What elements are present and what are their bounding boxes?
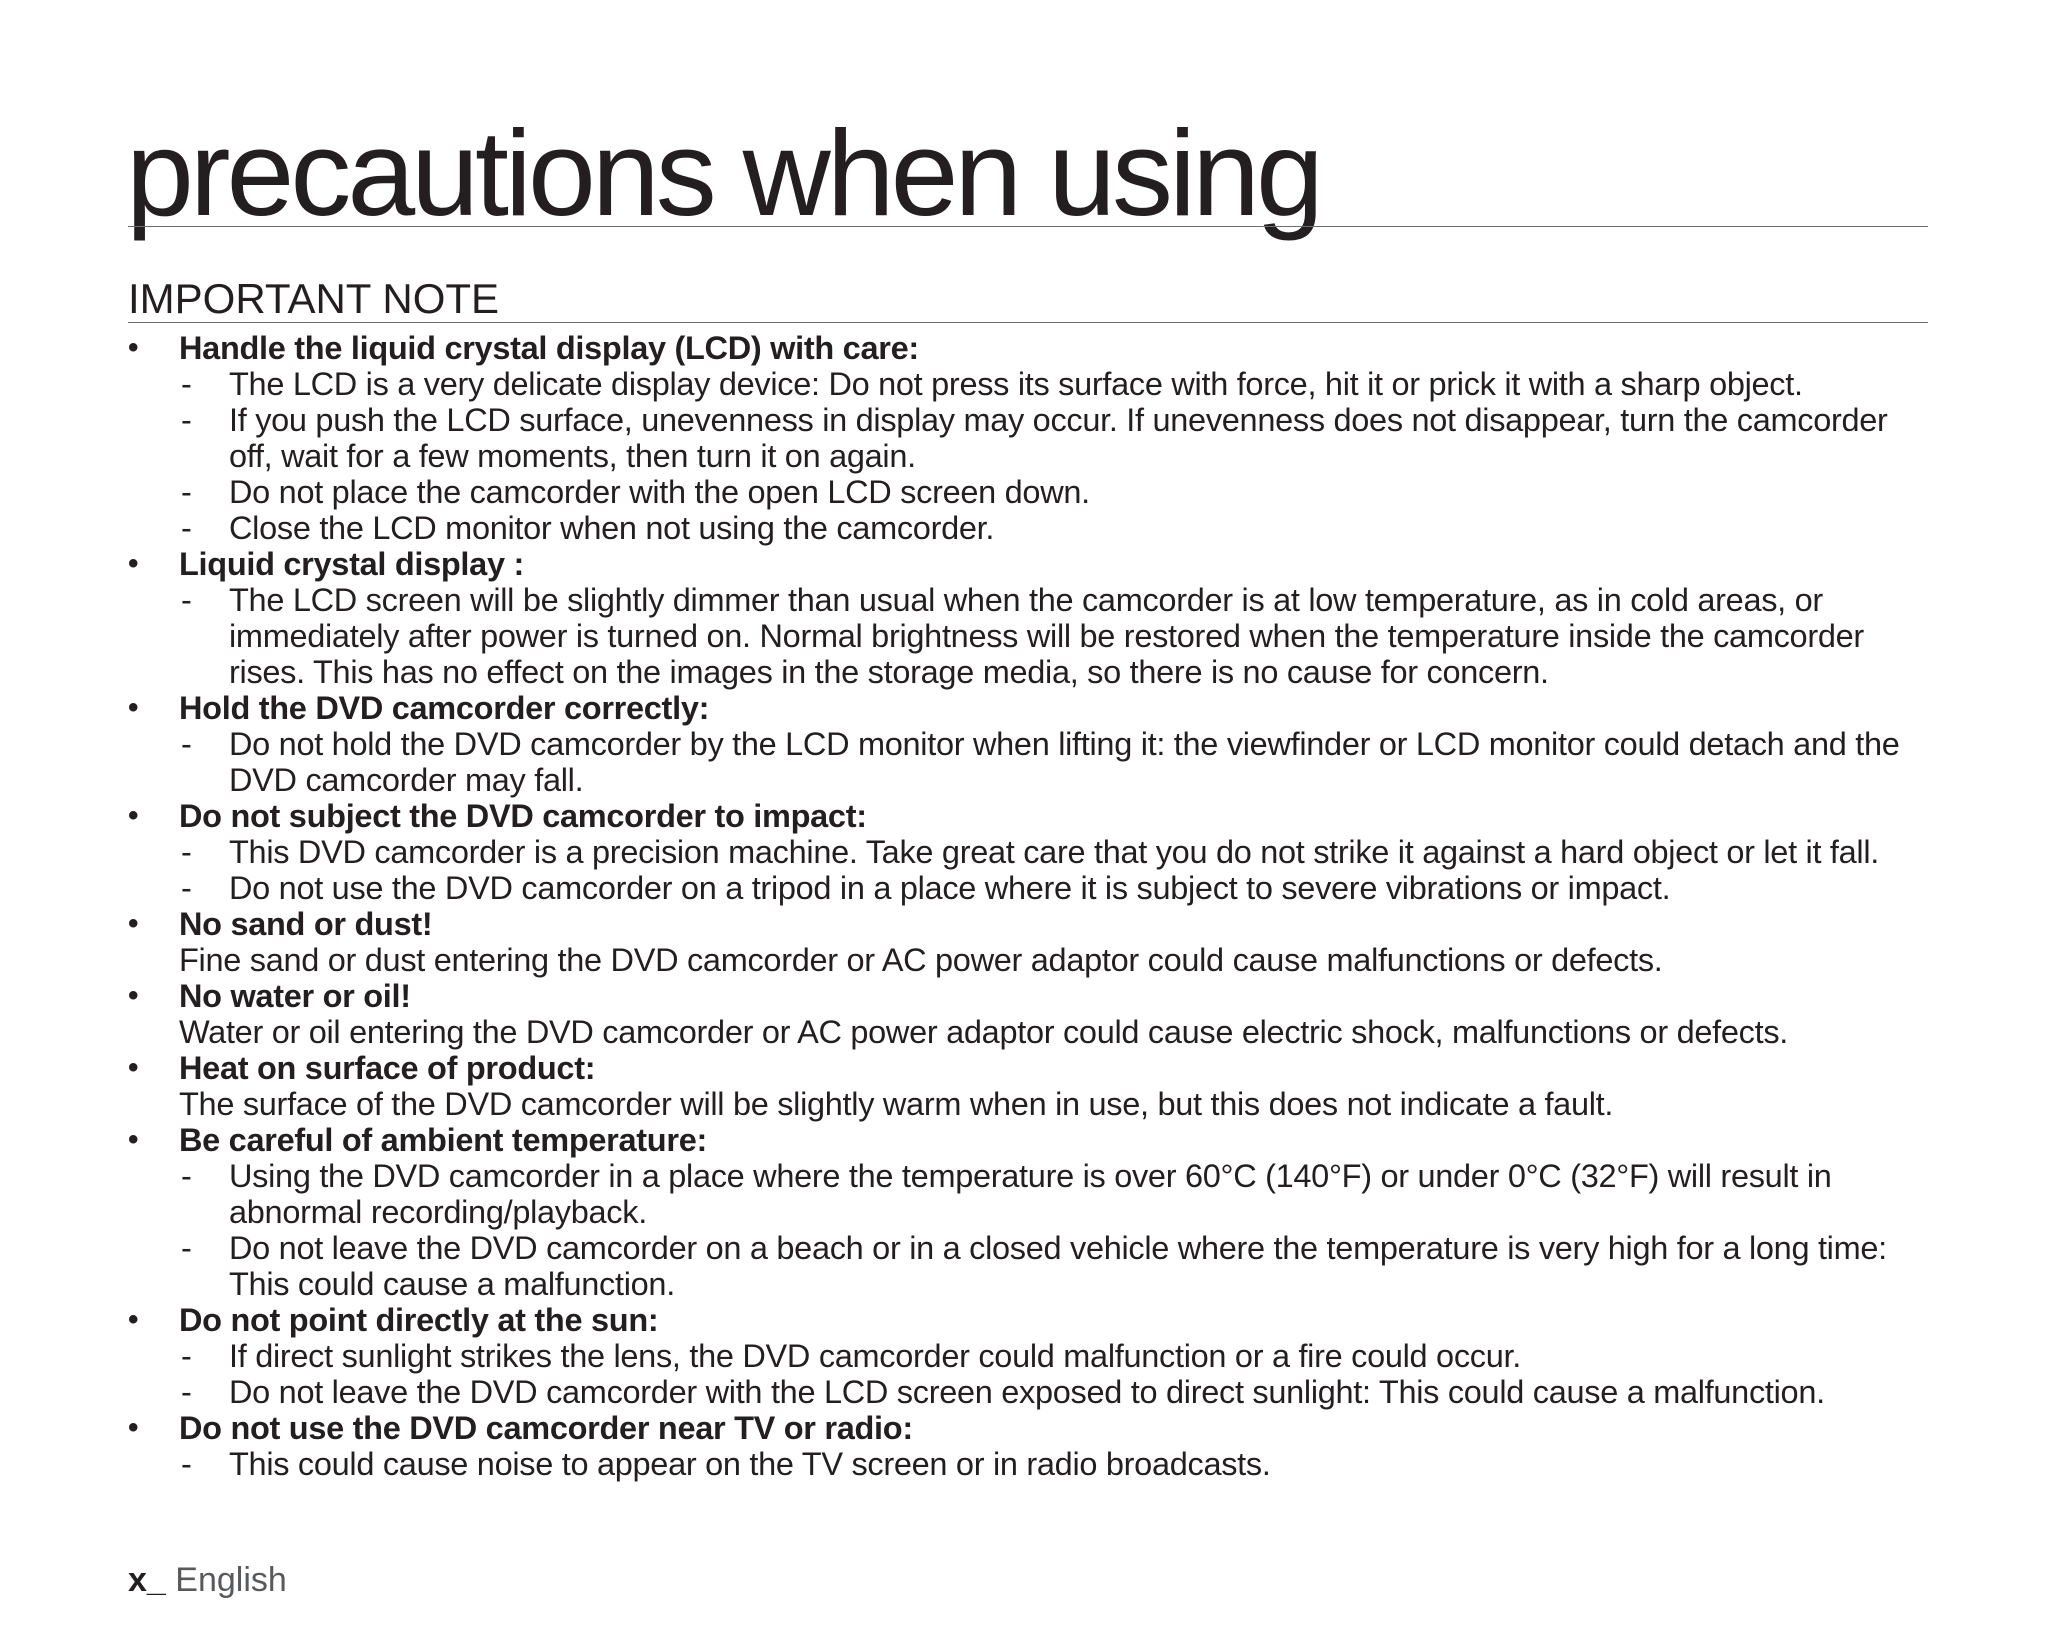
sub-item: [179, 402, 1938, 474]
dash-icon: -: [181, 1230, 192, 1266]
page-footer: [128, 1561, 287, 1600]
dash-icon: -: [181, 474, 192, 510]
dash-icon: -: [181, 870, 192, 906]
dash-icon: -: [181, 726, 192, 762]
list-item: [128, 330, 1938, 546]
bullet-icon: •: [128, 1303, 139, 1336]
section-divider: [128, 322, 1928, 323]
item-body: Fine sand or dust entering the DVD camcorder or AC power adaptor could cause malfunctions or defects.: [179, 942, 1663, 978]
bullet-icon: •: [128, 907, 139, 940]
list-item: [128, 1050, 1938, 1122]
sub-item-text: Do not leave the DVD camcorder on a beach or in a closed vehicle where the temperature is very high for a long time: This could cause a malfunction.: [229, 1230, 1887, 1302]
sub-item-text: If direct sunlight strikes the lens, the DVD camcorder could malfunction or a fire could occur.: [229, 1338, 1521, 1374]
sub-item: [179, 1158, 1938, 1230]
sub-item: [179, 1374, 1938, 1410]
dash-icon: -: [181, 1338, 192, 1374]
item-heading: Do not point directly at the sun:: [179, 1302, 659, 1338]
item-heading: Liquid crystal display :: [179, 546, 524, 582]
sub-item-text: Do not use the DVD camcorder on a tripod in a place where it is subject to severe vibrations or impact.: [229, 870, 1671, 906]
sub-item: [179, 582, 1938, 690]
item-heading: No sand or dust!: [179, 906, 433, 942]
sub-item-text: Close the LCD monitor when not using the camcorder.: [229, 510, 995, 546]
item-heading: Do not subject the DVD camcorder to impact:: [179, 798, 867, 834]
bullet-icon: •: [128, 1051, 139, 1084]
bullet-icon: •: [128, 331, 139, 364]
sub-item: [179, 366, 1938, 402]
sub-item-text: Do not place the camcorder with the open LCD screen down.: [229, 474, 1090, 510]
sub-item: [179, 1446, 1938, 1482]
dash-icon: -: [181, 834, 192, 870]
dash-icon: -: [181, 1374, 192, 1410]
item-heading: No water or oil!: [179, 978, 411, 1014]
page-number: x_: [128, 1561, 166, 1599]
sub-item-text: The LCD is a very delicate display device: Do not press its surface with force, hit it or prick it with a sharp object.: [229, 366, 1803, 402]
sub-item: [179, 834, 1938, 870]
dash-icon: -: [181, 582, 192, 618]
item-heading: Be careful of ambient temperature:: [179, 1122, 707, 1158]
sub-item-text: This could cause noise to appear on the TV screen or in radio broadcasts.: [229, 1446, 1271, 1482]
sub-item-text: If you push the LCD surface, unevenness in display may occur. If unevenness does not disappear, turn the camcorder off, wait for a few moments, then turn it on again.: [229, 402, 1888, 474]
dash-icon: -: [181, 402, 192, 438]
bullet-icon: •: [128, 1123, 139, 1156]
list-item: [128, 978, 1938, 1050]
item-body: Water or oil entering the DVD camcorder or AC power adaptor could cause electric shock, malfunctions or defects.: [179, 1014, 1789, 1050]
section-heading: IMPORTANT NOTE: [128, 275, 500, 322]
bullet-icon: •: [128, 1411, 139, 1444]
bullet-icon: •: [128, 691, 139, 724]
bullet-icon: •: [128, 799, 139, 832]
item-heading: Do not use the DVD camcorder near TV or radio:: [179, 1410, 913, 1446]
item-heading: Handle the liquid crystal display (LCD) with care:: [179, 330, 919, 366]
dash-icon: -: [181, 1446, 192, 1482]
list-item: [128, 546, 1938, 690]
sub-item: [179, 510, 1938, 546]
dash-icon: -: [181, 366, 192, 402]
bullet-icon: •: [128, 979, 139, 1012]
sub-item: [179, 870, 1938, 906]
list-item: [128, 798, 1938, 906]
sub-item-text: Using the DVD camcorder in a place where the temperature is over 60°C (140°F) or under 0°C (32°F) will result in abnormal recording/playback.: [229, 1158, 1832, 1230]
sub-item-text: Do not hold the DVD camcorder by the LCD monitor when lifting it: the viewfinder or LCD monitor could detach and the DVD camcorder may fall.: [229, 726, 1900, 798]
list-item: [128, 1410, 1938, 1482]
footer-language: English: [175, 1561, 287, 1599]
dash-icon: -: [181, 510, 192, 546]
item-heading: Heat on surface of product:: [179, 1050, 596, 1086]
item-heading: Hold the DVD camcorder correctly:: [179, 690, 710, 726]
sub-item-text: Do not leave the DVD camcorder with the LCD screen exposed to direct sunlight: This could cause a malfunction.: [229, 1374, 1825, 1410]
dash-icon: -: [181, 1158, 192, 1194]
title-divider: [128, 226, 1928, 227]
sub-item: [179, 726, 1938, 798]
list-item: [128, 1302, 1938, 1410]
sub-item: [179, 474, 1938, 510]
list-item: [128, 1122, 1938, 1302]
bullet-icon: •: [128, 547, 139, 580]
list-item: [128, 690, 1938, 798]
sub-item-text: This DVD camcorder is a precision machine. Take great care that you do not strike it against a hard object or let it fall.: [229, 834, 1879, 870]
sub-item-text: The LCD screen will be slightly dimmer than usual when the camcorder is at low temperature, as in cold areas, or immediately after power is turned on. Normal brightness will be restored when the temperature inside the camcorder rises. This has no effect on the images in the storage media, so there is no cause for concern.: [229, 582, 1864, 690]
sub-item: [179, 1338, 1938, 1374]
page-title: precautions when using: [126, 105, 1320, 241]
precautions-list: [128, 330, 1938, 1482]
item-body: The surface of the DVD camcorder will be slightly warm when in use, but this does not indicate a fault.: [179, 1086, 1614, 1122]
list-item: [128, 906, 1938, 978]
sub-item: [179, 1230, 1938, 1302]
